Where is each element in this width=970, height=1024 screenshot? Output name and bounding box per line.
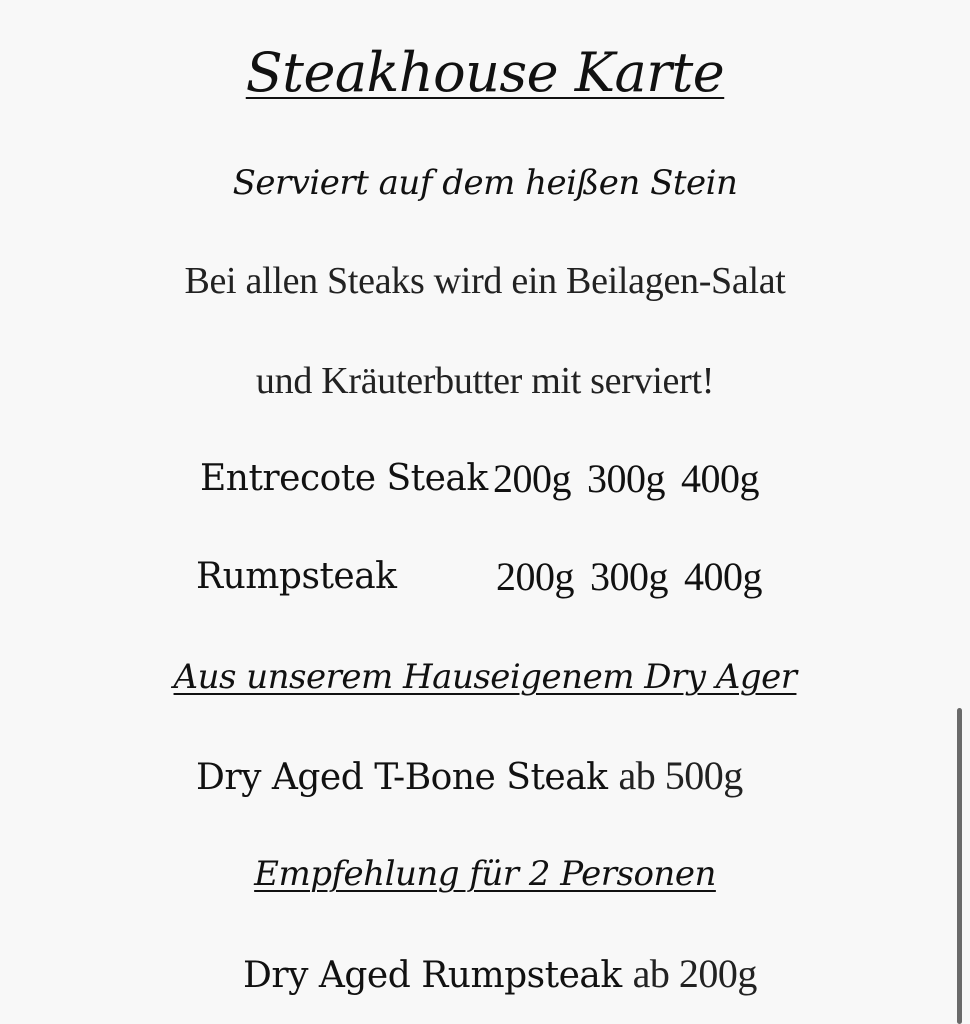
menu-item-name: Dry Aged Rumpsteak bbox=[243, 955, 622, 996]
menu-item-name: Rumpsteak bbox=[196, 556, 397, 597]
scrollbar-thumb[interactable] bbox=[957, 708, 962, 1024]
menu-item-entrecote bbox=[200, 456, 820, 502]
serving-note-line-2: und Kräuterbutter mit serviert! bbox=[255, 360, 715, 402]
menu-item-name: Dry Aged T-Bone Steak bbox=[196, 757, 608, 798]
menu-title: Steakhouse Karte bbox=[245, 41, 725, 104]
menu-item-dry-aged-rumpsteak bbox=[243, 950, 757, 1000]
menu-item-sizes bbox=[496, 554, 778, 600]
menu-item-size: ab 200g bbox=[632, 951, 757, 996]
size-option: 200g bbox=[493, 456, 571, 501]
menu-item-dry-aged-tbone bbox=[196, 752, 743, 802]
serving-note-line-1: Bei allen Steaks wird ein Beilagen-Salat bbox=[184, 260, 786, 302]
menu-subtitle: Serviert auf dem heißen Stein bbox=[232, 163, 738, 203]
size-option: 400g bbox=[681, 456, 759, 501]
menu-item-name: Entrecote Steak bbox=[200, 458, 488, 499]
menu-item-sizes bbox=[493, 456, 775, 502]
size-option: 300g bbox=[587, 456, 665, 501]
dry-ager-heading: Aus unserem Hauseigenem Dry Ager bbox=[173, 657, 797, 697]
size-option: 300g bbox=[590, 554, 668, 599]
size-option: 400g bbox=[684, 554, 762, 599]
menu-item-size: ab 500g bbox=[618, 753, 743, 798]
size-option: 200g bbox=[496, 554, 574, 599]
recommendation-heading: Empfehlung für 2 Personen bbox=[254, 854, 716, 894]
menu-item-rumpsteak bbox=[196, 554, 816, 600]
